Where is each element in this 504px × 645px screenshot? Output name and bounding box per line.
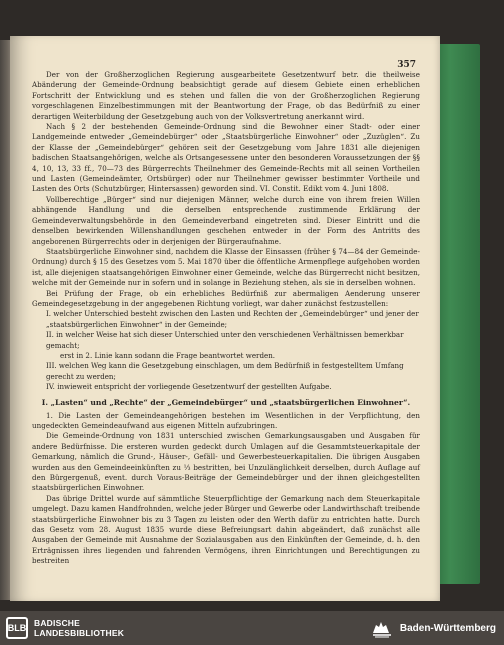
section-heading: I. „Lasten“ und „Rechte“ der „Gemeindebürger“ und „staatsbürgerlichen Einwohner“. <box>41 397 411 407</box>
blb-name-line1: BADISCHE <box>34 618 80 628</box>
question-list <box>32 309 420 392</box>
paragraph: Bei Prüfung der Frage, ob ein erhebliches Bedürfniß zur abermaligen Aenderung unserer Gemeindegesetzgebung in der angegebenen Richtung vorliegt, war daher zunächst festzustellen: <box>32 288 420 308</box>
list-item: erst in 2. Linie kann sodann die Frage beantwortet werden. <box>60 350 276 360</box>
paragraph: Vollberechtige „Bürger“ sind nur diejenigen Männer, welche durch eine von ihrem freien Willen abhängende Handlung und die derselben entsprechende zustimmende Erklärung der Gemeindeverwaltungsbehörde in den Gemeindeverband eingetreten sind. Dieser Eintritt und die denselben bewirkenden Willenshandlungen geschehen entweder in der Form des Antritts des angeborenen Bürgerrechts oder in derjenigen der Bürgeraufnahme. <box>32 194 420 246</box>
list-item: I. welcher Unterschied besteht zwischen den Lasten und Rechten der „Gemeindebürger“ und jener der „staatsbürgerlichen Einwohner“ in der Gemeinde; <box>46 309 419 329</box>
bw-logo[interactable] <box>370 617 504 639</box>
list-item: IV. inwieweit entspricht der vorliegende Gesetzentwurf der gestellten Aufgabe. <box>46 382 332 392</box>
blb-badge-icon: BLB <box>6 617 28 639</box>
paragraph: Die Gemeinde-Ordnung von 1831 unterschied zwischen Gemarkungsausgaben und Ausgaben für andere Bedürfnisse. Die ersteren wurden gedeckt durch Umlagen auf die Gesammtsteuerkapitale der Gemarkung, nämlich die Grund-, Häuser-, Gefäll- und Gewerbesteuerkapitalien. Die übrigen Ausgaben wurden aus den Gemeindeeinkünften zu ⅓ bestritten, bei Unzulänglichkeit derselben, durch Auflage auf den Bürgergenuß, event. durch Voraus-Beiträge der Gemeindebürger und der ihnen gleichgestellten staatsbürgerlichen Einwohner. <box>32 431 420 493</box>
blb-logo[interactable] <box>0 617 124 639</box>
paragraph: 1. Die Lasten der Gemeindeangehörigen bestehen im Wesentlichen in der Verpflichtung, den ungedeckten Gemeindeaufwand aus eigenen Mitteln aufzubringen. <box>32 410 420 430</box>
page-content <box>32 60 420 567</box>
page-number: 357 <box>397 60 416 70</box>
paragraph: Nach § 2 der bestehenden Gemeinde-Ordnung sind die Bewohner einer Stadt- oder einer Landgemeinde entweder „Gemeindebürger“ oder „Staatsbürgerliche Einwohner“ oder „Zuzüglen“. Zu der Klasse der „Gemeindebürger“ gehören seit der Gesetzgebung vom Jahre 1831 alle diejenigen badischen Staatsangehörigen, welche als Ortsangesessene unter den besonderen Voraussetzungen der §§ 4, 10, 13, 33 ff., 70—73 des Bürgerrechts Theilnehmer des Gemeinde-Rechts mit all seinen Vortheilen und Lasten (Gemeindeämter, Ortsbürger) oder nur Theilnehmer gewisser bestimmter Vortheile und Lasten des Orts (Schutzbürger, Hintersassen) geworden sind. VI. Constit. Edikt vom 4. Juni 1808. <box>32 122 420 194</box>
viewer-footer <box>0 611 504 645</box>
paragraph: Staatsbürgerliche Einwohner sind, nachdem die Klasse der Einsassen (früher § 74—84 der Gemeinde-Ordnung) durch § 15 des Gesetzes vom 5. Mai 1870 über die öffentliche Armenpflege aufgehoben worden ist, alle diejenigen staatsangehörigen Einwohner einer Gemeinde, welche das Bürgerrecht nicht besitzen, welche mit der Gemeinde nur in sofern und in solange in Beziehung stehen, als sie in derselben wohnen. <box>32 246 420 288</box>
book-page <box>10 36 440 601</box>
list-item: II. in welcher Weise hat sich dieser Unterschied unter den verschiedenen Verhältnissen bemerkbar gemacht; <box>46 330 404 350</box>
paragraph: Der von der Großherzoglichen Regierung ausgearbeitete Gesetzentwurf betr. die theilweise Abänderung der Gemeinde-Ordnung beabsichtigt gerade auf diesem Gebiete einen erheblichen Fortschritt der Entwicklung und es stehen und fallen die von der Großherzoglichen Regierung vorgeschlagenen Einzelbestimmungen mit der Beantwortung der Frage, ob das Bedürfniß zu einer derartigen Weiterbildung der Gesetzgebung auch von der Volksvertretung anerkannt wird. <box>32 70 420 121</box>
baden-wuerttemberg-lions-icon <box>370 617 394 639</box>
intro-text <box>32 70 420 309</box>
paragraph: Das übrige Drittel wurde auf sämmtliche Steuerpflichtige der Gemarkung nach dem Steuerkapitale umgelegt. Dazu kamen Handfrohnden, welche jeder Bürger und Gewerbe oder Landwirthschaft treibende staatsbürgerliche Einwohner bis zu 3 Tagen zu leisten oder den Werth dafür zu entrichten hatte. Durch das Gesetz vom 28. August 1835 wurde diese Befreiungsart dahin abgeändert, daß zunächst alle Ausgaben der Gemeinde mit Ausnahme der Sozialausgaben aus den Einkünften der Gemeinde, d. h. den Erträgnissen ihres liegenden und fahrenden Vermögens, ihren Einrichtungen und Berechtigungen zu bestreiten <box>32 493 420 566</box>
bw-name: Baden-Württemberg <box>399 622 496 634</box>
blb-name-line2: LANDESBIBLIOTHEK <box>34 628 125 638</box>
list-item: III. welchen Weg kann die Gesetzgebung einschlagen, um dem Bedürfniß in festgestelltem Umfang gerecht zu werden; <box>46 361 404 381</box>
blb-name <box>34 618 124 638</box>
section-text <box>32 411 420 567</box>
